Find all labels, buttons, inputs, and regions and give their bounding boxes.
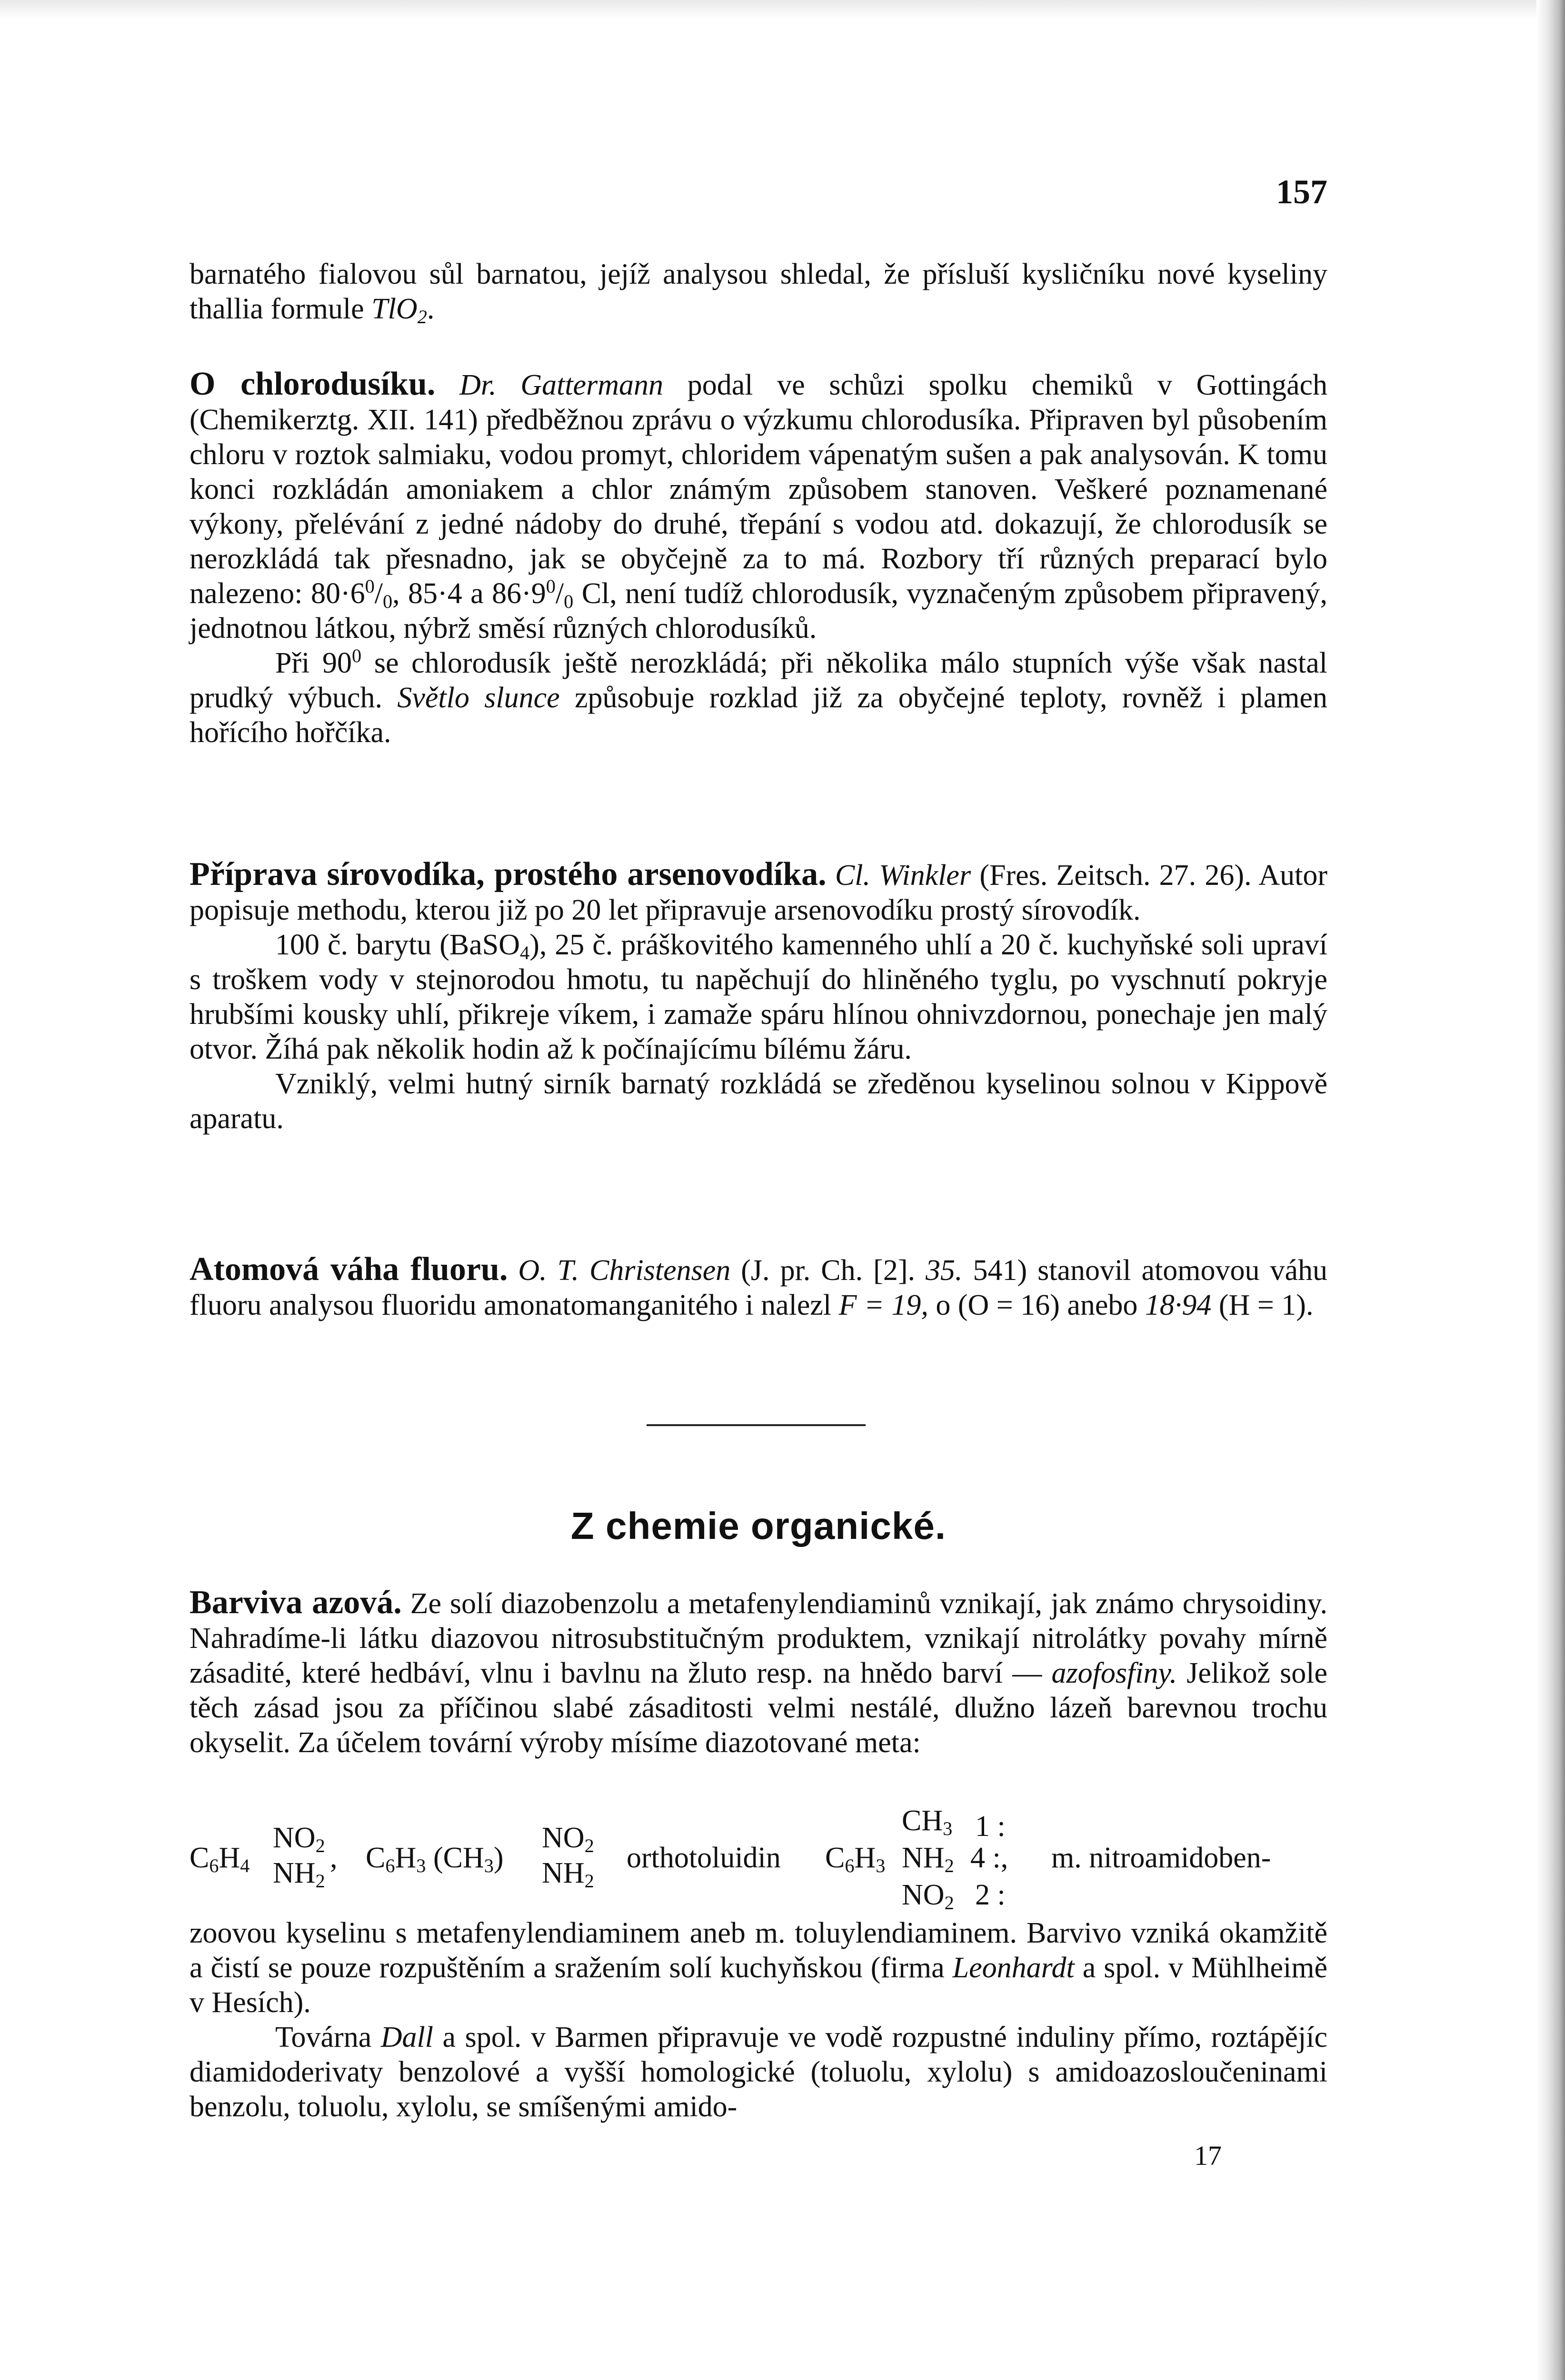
priprava-p3: Vzniklý, velmi hutný sirník barnatý rozkládá se zředěnou kyselinou solnou v Kippově aparatu. (189, 1068, 1327, 1135)
formula-2-no2: $NO_2$ (542, 1822, 594, 1857)
italic-azofosfiny: azofosfiny. (1051, 1657, 1177, 1689)
formula-1-base: $C_6H_4$ (189, 1842, 250, 1877)
formula-3-pos2: 4 :, (970, 1842, 1008, 1874)
italic-dall: Dall (380, 2021, 433, 2053)
barviva-p2: zoovou kyselinu s metafenylendiaminem aneb m. toluylendiaminem. Barvivo vzniká okamžitě a čistí se pouze rozpuštěním a sražením solí kuchyňskou (firma (189, 1917, 1327, 1984)
article-atomova: Atomová váha fluoru. O. T. Christensen (J. pr. Ch. [2]. 35. 541) stanovil atomovou váhu fluoru analysou fluoridu amonatomanganitého i nalezl F = 19, o (O = 16) anebo 18·94 (H = 1). (189, 1251, 1327, 1321)
signature-mark: 17 (1194, 2140, 1222, 2171)
article-barviva-cont: zoovou kyselinu s metafenylendiaminem aneb m. toluylendiaminem. Barvivo vzniká okamžitě a čistí se pouze rozpuštěním a sražením solí kuchyňskou (firma Leonhardt a spol. v Mühlheimě v Hesích). Továrna Dall a spol. v Barmen připravuje ve vodě rozpustné induliny přímo, roztápějíc diamidoderivaty benzolové a vyšší homologické (toluolu, xylolu) s amidoazosloučeninami benzolu, toluolu, xylolu, se smíšenými amido- (189, 1917, 1328, 2123)
author-gattermann: Dr. Gattermann (459, 369, 663, 401)
formula-orthotoluidin: orthotoluidin (627, 1842, 781, 1874)
intro-text: barnatého fialovou sůl barnatou, jejíž analysou shledal, že přísluší kysličníku nové kyseliny thallia formule (189, 258, 1327, 325)
scan-top-shadow (0, 0, 1565, 19)
formula-3-pos3: 2 : (975, 1879, 1006, 1911)
heading-atomova: Atomová váha fluoru. (189, 1251, 508, 1288)
priprava-body: (Fres. Zeitsch. 27. 26). Autor popisuje methodu, kterou již po 20 let připravuje arsenovodíku prostý sírovodík. (189, 859, 1328, 926)
heading-chlorodusik: O chlorodusíku. (189, 366, 436, 402)
italic-svetlo-slunce: Světlo slunce (397, 682, 560, 714)
chlorodusik-p2: Při 90 (275, 647, 352, 679)
formula-3-base: $C_6H_3$ (825, 1842, 886, 1877)
formula-2-base: $C_6H_3$ $(CH_3)$ (366, 1842, 504, 1877)
barviva-p3: Továrna (275, 2021, 372, 2053)
formula-3-ch3: $CH_3$ (902, 1805, 953, 1840)
heading-priprava: Příprava sírovodíka, prostého arsenovodíka. (189, 856, 827, 892)
author-winkler: Cl. Winkler (835, 859, 971, 892)
article-priprava: Příprava sírovodíka, prostého arsenovodíka. Cl. Winkler (Fres. Zeitsch. 27. 26). Autor popisuje methodu, kterou již po 20 let připravuje arsenovodíku prostý sírovodík. 100 č. barytu (BaSO$_4$), 25 č. práškovitého kamenného uhlí a 20 č. kuchyňské soli upraví s troškem vody v stejnorodou hmotu, tu napěchují do hliněného tyglu, po vyschnutí pokryje hrubšími kousky uhlí, přikreje víkem, i zamaže spáru hlínou ohnivzdornou, ponechaje jen malý otvor. Žíhá pak několik hodin až k počínajícímu bílému žáru. Vzniklý, velmi hutný sirník barnatý rozkládá se zředěnou kyselinou solnou v Kippově aparatu. (189, 856, 1328, 1135)
formula-3-pos1: 1 : (975, 1810, 1006, 1843)
intro-paragraph: barnatého fialovou sůl barnatou, jejíž analysou shledal, že přísluší kysličníku nové kyseliny thallia formule TlO$_2$. (189, 258, 1327, 328)
page-number: 157 (1276, 173, 1327, 211)
atomova-body: 541) stanovil atomovou váhu fluoru analysou fluoridu amonatomanganitého i nalezl (189, 1254, 1327, 1321)
article-barviva: Barviva azová. Ze solí diazobenzolu a metafenylendiaminů vznikají, jak známo chrysoidiny. Nahradíme-li látku diazovou nitrosubstitučným produktem, vznikají nitrolátky povahy mírně zásadité, které hedbáví, vlnu i bavlnu na žluto resp. na hnědo barví — azofosfiny. Jelikož sole těch zásad jsou za příčinou slabé zásaditosti velmi nestálé, dlužno lázeň barevnou trochu okyselit. Za účelem tovární výroby mísíme diazotované meta: (189, 1584, 1328, 1759)
intro-formula: TlO$_2$ (371, 293, 427, 328)
formula-tail: m. nitroamidoben- (1051, 1842, 1271, 1874)
barviva-body: Ze solí diazobenzolu a metafenylendiaminů vznikají, jak známo chrysoidiny. Nahradíme-li látku diazovou nitrosubstitučným produktem, vznikají nitrolátky povahy mírně zásadité, které hedbáví, vlnu i bavlnu na žluto resp. na hnědo barví — (189, 1587, 1328, 1689)
chlorodusik-body: podal ve schůzi spolku chemiků v Gottingách (Chemikerztg. XII. 141) předběžnou zprávu o výzkumu chlorodusíka. Připraven byl působením chloru v roztok salmiaku, vodou promyt, chloridem vápenatým sušen a pak analysován. K tomu konci rozkládán amoniakem a chlor známým způsobem stanoven. Veškeré poznamenané výkony, přelévání z jedné nádoby do druhé, třepání s vodou atd. dokazují, že chlorodusík se nerozkládá tak přesnadno, jak se obyčejně za to má. Rozbory tří různých preparací bylo nalezeno: 80·6 (189, 369, 1328, 610)
section-divider (647, 1424, 866, 1426)
article-chlorodusik: O chlorodusíku. Dr. Gattermann podal ve schůzi spolku chemiků v Gottingách (Chemikerztg. XII. 141) předběžnou zprávu o výzkumu chlorodusíka. Připraven byl působením chloru v roztok salmiaku, vodou promyt, chloridem vápenatým sušen a pak analysován. K tomu konci rozkládán amoniakem a chlor známým způsobem stanoven. Veškeré poznamenané výkony, přelévání z jedné nádoby do druhé, třepání s vodou atd. dokazují, že chlorodusík se nerozkládá tak přesnadno, jak se obyčejně za to má. Rozbory tří různých preparací bylo nalezeno: $80\cdot 6^0/_0$, 85·4 a $86\cdot 9^0/_0$ Cl, není tudíž chlorodusík, vyznačeným způsobem připravený, jednotnou látkou, nýbrž směsí různých chlorodusíků. Při $90^0$ se chlorodusík ještě nerozkládá; při několika málo stupních výše však nastal prudký výbuch. Světlo slunce způsobuje rozklad již za obyčejné teploty, rovněž i plamen hořícího hořčíka. (189, 366, 1328, 749)
formula-2-nh2: $NH_2$ (542, 1857, 594, 1892)
formula-3-no2: $NO_2$ (902, 1879, 954, 1914)
heading-barviva: Barviva azová. (189, 1584, 402, 1621)
formula-1-nh2: $NH_2$ (273, 1857, 325, 1892)
italic-leonhardt: Leonhardt (952, 1952, 1075, 1984)
formula-1-no2: $NO_2$ (273, 1822, 325, 1857)
formula-comma: , (330, 1842, 338, 1874)
formula-3-nh2: $NH_2$ (902, 1842, 954, 1877)
scan-edge-shadow (1536, 0, 1565, 2380)
chemical-formula-block (189, 1804, 1327, 1918)
author-christensen: O. T. Christensen (518, 1254, 731, 1287)
section-heading: Z chemie organické. (570, 1505, 947, 1547)
priprava-p2: 100 č. barytu (BaSO (275, 929, 520, 961)
